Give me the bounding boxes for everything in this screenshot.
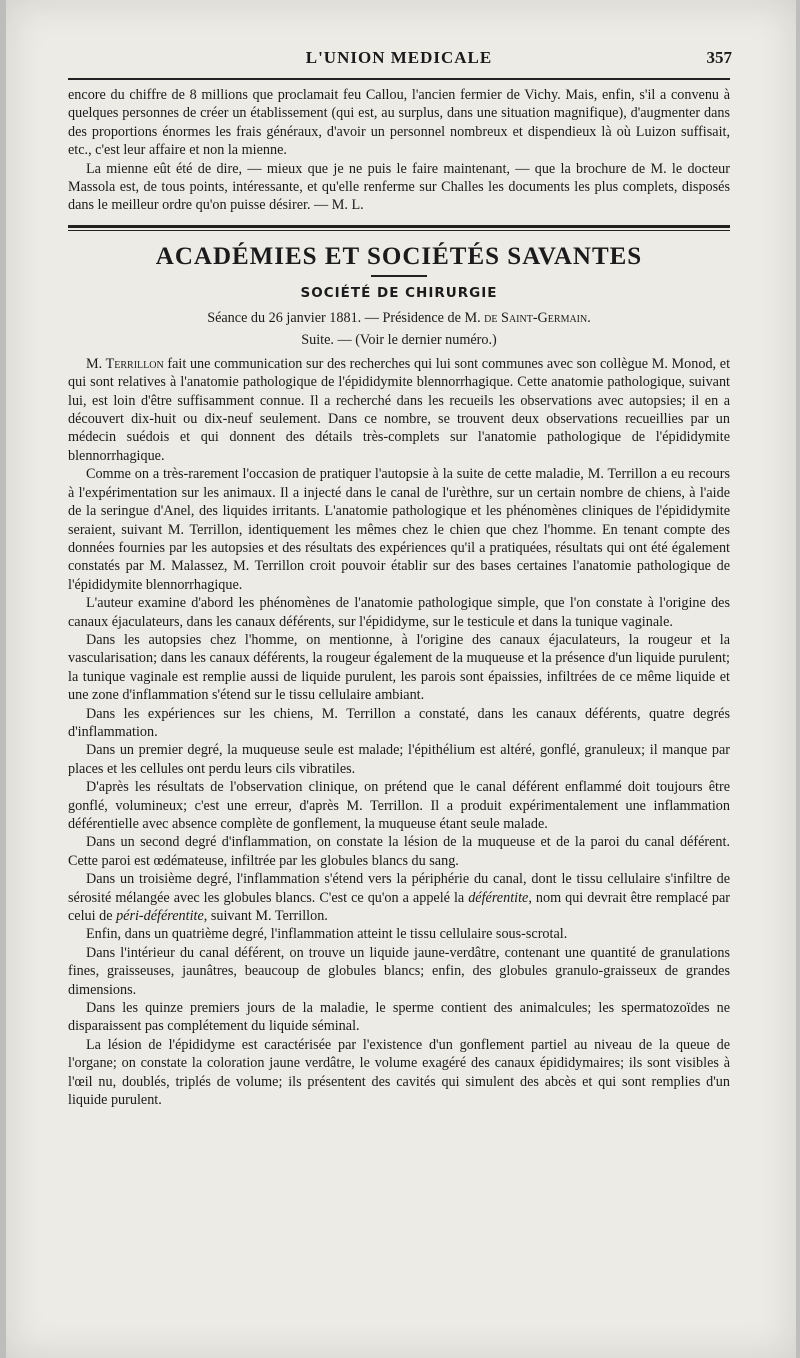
section-title: ACADÉMIES ET SOCIÉTÉS SAVANTES bbox=[155, 242, 643, 270]
term-deferentite: déférentite bbox=[468, 889, 529, 906]
body-paragraph-6: Dans un premier degré, la muqueuse seule est malade; l'épithélium est altéré, gonflé, granuleux; il manque par places et les cellules ont perdu leurs cils vibratiles. bbox=[68, 742, 730, 777]
body-paragraph-12: Dans les quinze premiers jours de la maladie, le sperme contient des animalcules; les spermatozoïdes ne disparaissent pas complétement du liquide séminal. bbox=[68, 1000, 730, 1035]
section-divider bbox=[68, 225, 730, 231]
page-number: 357 bbox=[706, 48, 732, 67]
body-paragraph-3: L'auteur examine d'abord les phénomènes de l'anatomie pathologique simple, que l'on constate à l'origine des canaux éjaculateurs, dans les canaux déférents, sur l'épididyme, sur le testicule et dans la tunique vaginale. bbox=[68, 595, 730, 630]
page-content bbox=[68, 44, 730, 1110]
body-paragraph-1 bbox=[68, 355, 730, 465]
term-peri-deferentite: péri-déférentite bbox=[116, 908, 204, 925]
body-paragraph-8: Dans un second degré d'inflammation, on constate la lésion de la muqueuse et de la paroi du canal déférent. Cette paroi est œdémateuse, infiltrée par les globules blancs du sang. bbox=[68, 834, 730, 869]
body-paragraph-5: Dans les expériences sur les chiens, M. Terrillon a constaté, dans les canaux déférents, quatre degrés d'inflammation. bbox=[68, 705, 730, 740]
suite-line: Suite. — (Voir le dernier numéro.) bbox=[301, 331, 497, 348]
section-title-rule bbox=[371, 275, 427, 277]
seance-line bbox=[68, 309, 730, 327]
body-paragraph-10: Enfin, dans un quatrième degré, l'inflammation atteint le tissu cellulaire sous-scrotal. bbox=[86, 926, 568, 943]
body-paragraph-9-b: , nom qui devrait être remplacé par celui de bbox=[68, 889, 730, 925]
running-title: L'UNION MEDICALE bbox=[305, 48, 493, 67]
body-paragraph-13: La lésion de l'épididyme est caractérisée par l'existence d'un gonflement partiel au niveau de la queue de l'organe; on constate la coloration jaune verdâtre, le volume exagéré des canaux épididymaires; ils sont visibles à l'œil nu, doublés, triplés de volume; ils présentent des cavités qui simulent des abcès et qui sont remplies d'un liquide purulent. bbox=[68, 1036, 730, 1109]
body-paragraph-1-text: fait une communication sur des recherches qui lui sont communes avec son collègue M. Monod, et qui sont relatives à l'anatomie pathologique de l'épididymite blennorrhagique. Cette anatomie pathologique, suivant lui, est loin d'être suffisamment connue. Il a recherché dans les recueils les observations avec autopsies; il en a découvert dix-huit ou dix-neuf seulement. Dans ce nombre, se trouvent deux observations recueillies par un médecin suédois et qui donnent des détails très-complets sur l'anatomie pathologique de l'épididymite blennorrhagique. bbox=[68, 355, 731, 464]
society-heading: SOCIÉTÉ DE CHIRURGIE bbox=[300, 284, 498, 301]
body-paragraph-11: Dans l'intérieur du canal déférent, on trouve un liquide jaune-verdâtre, contenant une quantité de granulations fines, graisseuses, jaunâtres, beaucoup de globules blancs; enfin, des globules granulo-graisseux de grandes dimensions. bbox=[68, 944, 730, 998]
intro-paragraph-1: encore du chiffre de 8 millions que proclamait feu Callou, l'ancien fermier de Vichy. Mais, enfin, s'il a convenu à quelques personnes de créer un établissement (qui est, au surplus, dans une situation magnifique), d'augmenter dans des proportions énormes les frais généraux, d'avoir un personnel nombreux et dispendieux là où Luizon suffisait, etc., c'est leur affaire et non la mienne. bbox=[68, 87, 730, 159]
body-paragraph-2: Comme on a très-rarement l'occasion de pratiquer l'autopsie à la suite de cette maladie, M. Terrillon a eu recours à l'expérimentation sur les animaux. Il a injecté dans le canal de l'urèthre, sur un certain nombre de chiens, à l'aide de la seringue d'Anel, des liquides irritants. L'anatomie pathologique et les phénomènes cliniques de l'épididymite seraient, suivant M. Terrillon, identiquement les mêmes chez le chien que chez l'homme. En tenant compte des données fournies par les autopsies et des résultats des expériences qu'il a pratiquées, résultats qui ont été également constatés par M. Malassez, M. Terrillon croit pouvoir établir sur des bases certaines l'anatomie pathologique de l'épididymite blennorrhagique. bbox=[68, 466, 730, 593]
body-paragraph-4: Dans les autopsies chez l'homme, on mentionne, à l'origine des canaux éjaculateurs, la rougeur et la vascularisation; dans les canaux déférents, la rougeur également de la muqueuse et la présence d'un liquide purulent; la tunique vaginale est remplie aussi de liquide purulent, les parois sont épaissies, infiltrées de ce même liquide et une zone d'inflammation s'étend sur le tissu cellulaire ambiant. bbox=[68, 631, 730, 704]
body-paragraph-9 bbox=[68, 870, 730, 925]
speaker-name: M. Terrillon bbox=[86, 355, 164, 372]
seance-text: Séance du 26 janvier 1881. — Présidence de M. bbox=[207, 309, 485, 326]
intro-paragraph-2: La mienne eût été de dire, — mieux que je ne puis le faire maintenant, — que la brochure de M. le docteur Massola est, de tous points, intéressante, et qu'elle renferme sur Challes les documents les plus complets, disposés dans le meilleur ordre qu'on puisse désirer. — M. L. bbox=[68, 160, 730, 214]
body-paragraph-7: D'après les résultats de l'observation clinique, on prétend que le canal déférent enflammé doit toujours être gonflé, volumineux; c'est une erreur, d'après M. Terrillon. Il a produit expérimentalement une inflammation déférentielle avec absence complète de gonflement, la muqueuse étant seule malade. bbox=[68, 779, 730, 832]
body-paragraph-9-a: Dans un troisième degré, l'inflammation s'étend vers la périphérie du canal, dont le tissu cellulaire s'infiltre de sérosité mélangée avec les globules blancs. C'est ce qu'on a appelé la bbox=[68, 871, 730, 906]
header-rule bbox=[68, 78, 730, 80]
body-paragraph-9-c: , suivant M. Terrillon. bbox=[203, 908, 328, 925]
journal-page bbox=[6, 0, 796, 1358]
seance-president: de Saint-Germain. bbox=[484, 309, 591, 326]
running-head bbox=[68, 44, 730, 74]
